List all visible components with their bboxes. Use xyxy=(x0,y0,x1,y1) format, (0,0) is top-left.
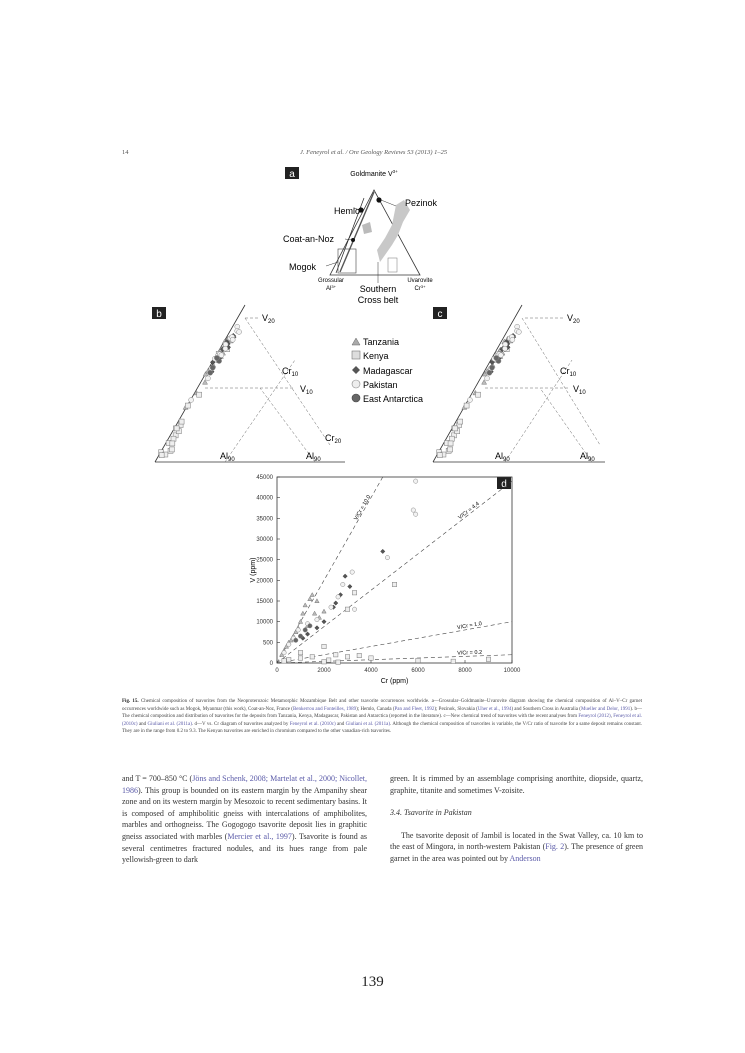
legend-square-icon xyxy=(352,351,360,359)
data-point-circle xyxy=(498,353,503,358)
caption-text-4: ) and Southern Cross in Australia ( xyxy=(511,706,581,712)
data-point-circle-dark xyxy=(210,365,215,370)
y-tick-label: 0 xyxy=(269,661,273,667)
data-point-square xyxy=(327,658,331,662)
x-tick-label: 2000 xyxy=(317,668,331,674)
data-point-circle xyxy=(205,376,210,381)
data-point-circle xyxy=(350,570,354,574)
figure-caption xyxy=(122,698,642,736)
data-point-circle xyxy=(502,346,507,351)
b-al90-2: $Al_{90}$ xyxy=(306,451,321,463)
x-tick-label: 8000 xyxy=(458,668,472,674)
legend-pakistan: Pakistan xyxy=(363,380,398,390)
caption-text-1: Chemical composition of tsavorites from the Neoproterozoic Metamorphic Mozambique Belt and other tsavorite occurrences worldwide. a—Grossular–Goldmanite–Uvarovite diagram showing the chemical composition of Al–V–Cr garnet occurrences worldwide such as Mogok, Myanmar (this work), Coat-an-Noz, France ( xyxy=(122,699,642,712)
data-point-square xyxy=(416,658,420,662)
data-point-square xyxy=(197,392,202,397)
data-point-square xyxy=(352,591,356,595)
data-point-square xyxy=(322,644,326,648)
x-tick-label: 0 xyxy=(275,668,279,674)
data-point-circle-dark xyxy=(208,370,213,375)
data-point-circle xyxy=(230,337,235,342)
caption-text-7: and xyxy=(137,721,148,727)
b-cr20: $Cr_{20}$ xyxy=(325,433,342,445)
data-point-circle xyxy=(411,508,415,512)
data-point-diamond xyxy=(322,619,326,623)
panel-a xyxy=(283,167,438,305)
caption-text-3: ); Pezinok, Slovakia ( xyxy=(434,706,478,712)
data-point-square xyxy=(476,392,481,397)
data-point-square xyxy=(336,660,340,664)
right-para-2 xyxy=(390,830,643,865)
right-text-2: ). The presence of green garnet in the area was pointed out by xyxy=(390,842,643,863)
data-point-circle xyxy=(219,353,224,358)
data-point-circle xyxy=(413,512,417,516)
panel-c-label: c xyxy=(437,309,443,320)
legend-kenya: Kenya xyxy=(363,351,389,361)
left-text-1: and T = 700–850 °C ( xyxy=(122,774,193,783)
ref-line-label: V/Cr = 10.0 xyxy=(353,494,373,522)
data-point-square xyxy=(345,607,349,611)
pezinok-point xyxy=(376,197,381,202)
y-tick-label: 40000 xyxy=(256,495,273,502)
y-tick-label: 10000 xyxy=(256,619,273,626)
data-point-circle-dark xyxy=(298,634,302,638)
data-point-circle xyxy=(413,479,417,483)
footer-page-number: 139 xyxy=(361,974,384,990)
data-point-square xyxy=(159,453,164,458)
data-point-diamond xyxy=(315,626,319,630)
left-text-3: ). Tsavorite is found as several centimetres fractured nodules, and its hues range from pale yellowish-green to dark xyxy=(122,831,367,865)
data-point-square xyxy=(449,436,454,441)
caption-text-9: and xyxy=(335,721,346,727)
caption-text-6: , xyxy=(610,714,614,720)
data-point-diamond xyxy=(305,632,309,636)
left-column xyxy=(122,773,367,866)
data-point-square xyxy=(453,426,458,431)
data-point-circle xyxy=(223,346,228,351)
legend-east-antarctica: East Antarctica xyxy=(363,394,424,404)
data-point-circle xyxy=(287,642,291,646)
ref-line-label: V/Cr = 0.2 xyxy=(457,649,483,657)
data-point-square xyxy=(448,447,453,452)
right-column xyxy=(390,773,643,865)
panel-b xyxy=(152,305,345,463)
data-point-square xyxy=(486,657,490,661)
data-point-circle xyxy=(516,329,521,334)
legend-triangle-icon xyxy=(352,338,360,345)
caption-text-10: . Although the chemical composition of tsavorites is variable, the V/Cr ratio of tsavorite for a same deposit remains constant. They are in the range from 0.2 to 9.3. The Kenyan tsavorites are enriched in chromium compared to the other vanadian-rich tsavorites. xyxy=(122,721,642,735)
y-tick-label: 15000 xyxy=(256,599,273,605)
caption-ref-6[interactable]: Feneyrol et al. (2010c) xyxy=(122,714,643,727)
header-journal: J. Feneyrol et al. / Ore Geology Reviews 53 (2013) 1–25 xyxy=(300,149,448,156)
y-axis-label: V (ppm) xyxy=(250,557,257,583)
data-point-circle xyxy=(336,595,340,599)
caption-ref-3[interactable]: Uher et al., 1994 xyxy=(477,706,512,712)
data-point-square xyxy=(448,441,453,446)
data-point-triangle xyxy=(308,597,312,601)
data-point-square xyxy=(464,403,469,408)
panel-c-points xyxy=(437,324,522,458)
data-point-square xyxy=(179,419,184,424)
data-point-circle-dark xyxy=(214,355,219,360)
data-point-square xyxy=(298,656,302,660)
data-point-square xyxy=(185,403,190,408)
data-point-square xyxy=(369,656,373,660)
b-v10: $V_{10}$ xyxy=(300,384,313,396)
data-point-square xyxy=(169,447,174,452)
b-v20: $V_{20}$ xyxy=(262,313,275,325)
data-point-square xyxy=(287,657,291,661)
c-cr10: $Cr_{10}$ xyxy=(560,366,577,378)
apex-goldmanite: Goldmanite $V^{3+}$ xyxy=(350,169,398,178)
data-point-circle-dark xyxy=(294,638,298,642)
data-point-circle xyxy=(385,555,389,559)
caption-ref-9[interactable]: Giuliani et al. (2011a) xyxy=(345,721,391,727)
caption-text-8: . d—V vs. Cr diagram of tsavorites analyzed by xyxy=(191,721,290,727)
data-point-circle-dark xyxy=(494,355,499,360)
c-al90-2: $Al_{90}$ xyxy=(580,451,595,463)
y-tick-label: 30000 xyxy=(256,537,273,543)
data-point-circle-dark xyxy=(303,628,307,632)
legend xyxy=(352,337,423,404)
apex-uvarovite: Uvarovite xyxy=(407,278,433,284)
data-point-square xyxy=(174,426,179,431)
b-cr10: $Cr_{10}$ xyxy=(282,366,299,378)
data-point-square xyxy=(345,655,349,659)
label-cross-belt: Cross belt xyxy=(357,295,399,305)
data-point-square xyxy=(322,660,326,664)
right-ref-1[interactable]: Fig. 2 xyxy=(545,842,565,852)
y-tick-label: 45000 xyxy=(256,475,273,481)
y-tick-label: 25000 xyxy=(256,557,273,564)
ref-line-label: V/Cr = 4.4 xyxy=(457,501,481,522)
data-point-square xyxy=(282,659,286,663)
caption-ref-8[interactable]: Feneyrol et al. (2010c) xyxy=(289,721,336,727)
data-point-circle xyxy=(329,605,333,609)
data-point-circle xyxy=(282,650,286,654)
data-point-triangle xyxy=(298,619,302,623)
legend-madagascar: Madagascar xyxy=(363,366,413,376)
data-point-square xyxy=(170,441,175,446)
c-v20: $V_{20}$ xyxy=(567,313,580,325)
data-point-square xyxy=(437,453,442,458)
data-point-triangle xyxy=(312,611,316,615)
data-point-triangle xyxy=(322,609,326,613)
legend-diamond-icon xyxy=(352,366,360,374)
y-tick-label: 20000 xyxy=(256,578,273,585)
label-coat-an-noz: Coat-an-Noz xyxy=(283,234,335,244)
data-point-triangle xyxy=(310,593,314,597)
caption-ref-7[interactable]: Giuliani et al. (2011a) xyxy=(147,721,192,727)
panel-c xyxy=(433,305,605,463)
data-point-square xyxy=(458,419,463,424)
data-point-square xyxy=(171,436,176,441)
data-point-circle xyxy=(352,607,356,611)
caption-ref-2[interactable]: Pan and Fleet, 1992 xyxy=(394,706,435,712)
label-hemlo: Hemlo xyxy=(334,206,361,216)
data-point-circle xyxy=(467,397,472,402)
data-point-circle-dark xyxy=(308,624,312,628)
label-southern: Southern xyxy=(359,284,397,294)
legend-dark-circle-icon xyxy=(352,394,360,402)
southern-cross-field xyxy=(377,200,410,262)
y-tick-label: 500 xyxy=(262,640,273,647)
x-tick-label: 10000 xyxy=(503,668,521,674)
apex-grossular: Grossular xyxy=(317,278,345,284)
b-al90-1: $Al_{90}$ xyxy=(220,451,235,463)
apex-grossular-sub: $Al^{3+}$ xyxy=(326,284,336,292)
x-tick-label: 6000 xyxy=(411,668,425,674)
data-point-triangle xyxy=(303,603,307,607)
data-point-circle xyxy=(189,397,194,402)
apex-uvarovite-sub: $Cr^{3+}$ xyxy=(414,284,426,292)
panel-a-label: a xyxy=(289,169,295,180)
data-point-triangle xyxy=(301,611,305,615)
data-point-circle-dark xyxy=(487,370,492,375)
data-point-circle xyxy=(341,582,345,586)
data-point-circle xyxy=(296,628,300,632)
y-tick-label: 35000 xyxy=(256,516,273,523)
data-point-diamond xyxy=(348,584,352,588)
data-point-circle xyxy=(315,617,319,621)
data-point-circle xyxy=(485,376,490,381)
caption-ref-4[interactable]: Mueller and Delor, 1991 xyxy=(580,706,631,712)
panel-d-chart xyxy=(250,475,521,685)
coat-field xyxy=(362,222,372,234)
right-ref-2[interactable]: Anderson xyxy=(509,853,541,863)
caption-ref-1[interactable]: Benkerrou and Fonteilles, 1989 xyxy=(292,706,357,712)
left-ref-2[interactable]: Mercier et al., 1997 xyxy=(227,831,292,841)
x-tick-label: 4000 xyxy=(364,668,378,674)
panel-b-label: b xyxy=(156,309,162,320)
section-heading: 3.4. Tsavorite in Pakistan xyxy=(390,808,472,818)
legend-circle-icon xyxy=(352,380,360,388)
data-point-circle xyxy=(237,329,242,334)
right-para-1: green. It is rimmed by an assemblage comprising anorthite, diopside, quartz, graphite, titanite and sometimes V-zoisite. xyxy=(390,774,643,795)
panel-b-points xyxy=(159,324,242,458)
data-point-square xyxy=(310,655,314,659)
right-text-1: The tsavorite deposit of Jambil is located in the Swat Valley, ca. 10 km to the east of Mingora, in north-western Pakistan ( xyxy=(390,830,643,852)
data-point-square xyxy=(392,582,396,586)
data-point-diamond xyxy=(334,601,338,605)
header-page-number: 14 xyxy=(122,149,129,156)
ref-line-label: V/Cr = 1.0 xyxy=(456,621,483,632)
data-point-square xyxy=(298,650,302,654)
x-axis-label: Cr (ppm) xyxy=(380,678,409,685)
panel-d-label: d xyxy=(501,479,507,490)
label-mogok: Mogok xyxy=(289,262,317,272)
southern-box xyxy=(388,258,397,272)
caption-fig-label: Fig. 15. xyxy=(122,699,139,704)
left-ref-1[interactable]: Jöns and Schenk, 2008; Martelat et al., 2000; Nicollet, 1986 xyxy=(122,774,368,795)
data-point-square xyxy=(357,653,361,657)
data-point-square xyxy=(451,659,455,663)
data-point-circle xyxy=(510,337,515,342)
legend-tanzania: Tanzania xyxy=(363,337,400,347)
caption-text-5: ). b—The chemical composition and distribution of tsavorites for the deposits from Tanzania, Kenya, Madagascar, Pakistan and Antarctica (reported in the literature). c—New chemical trend of tsavorites with the recent analyses from xyxy=(122,706,642,720)
left-text-2: ). This group is bounded on its eastern margin by the Ampanihy shear zone and on its western margin by Mesozoic to recent sedimentary basins. It is composed of amphibolitic gneiss with intercalations of amphibolites, marbles and orthogneiss. The Gogogogo tsavorite deposit lies in graphitic gneiss associated with marbles ( xyxy=(122,785,367,841)
data-point-triangle xyxy=(315,599,319,603)
c-v10: $V_{10}$ xyxy=(573,384,586,396)
data-point-circle-dark xyxy=(490,365,495,370)
label-pezinok: Pezinok xyxy=(405,198,438,208)
data-point-square xyxy=(334,653,338,657)
caption-text-2: ); Hemlo, Canada ( xyxy=(356,706,395,712)
data-point-diamond xyxy=(381,549,385,553)
c-al90-1: $Al_{90}$ xyxy=(495,451,510,463)
data-point-diamond xyxy=(343,574,347,578)
caption-ref-5[interactable]: Feneyrol (2012) xyxy=(578,714,611,720)
